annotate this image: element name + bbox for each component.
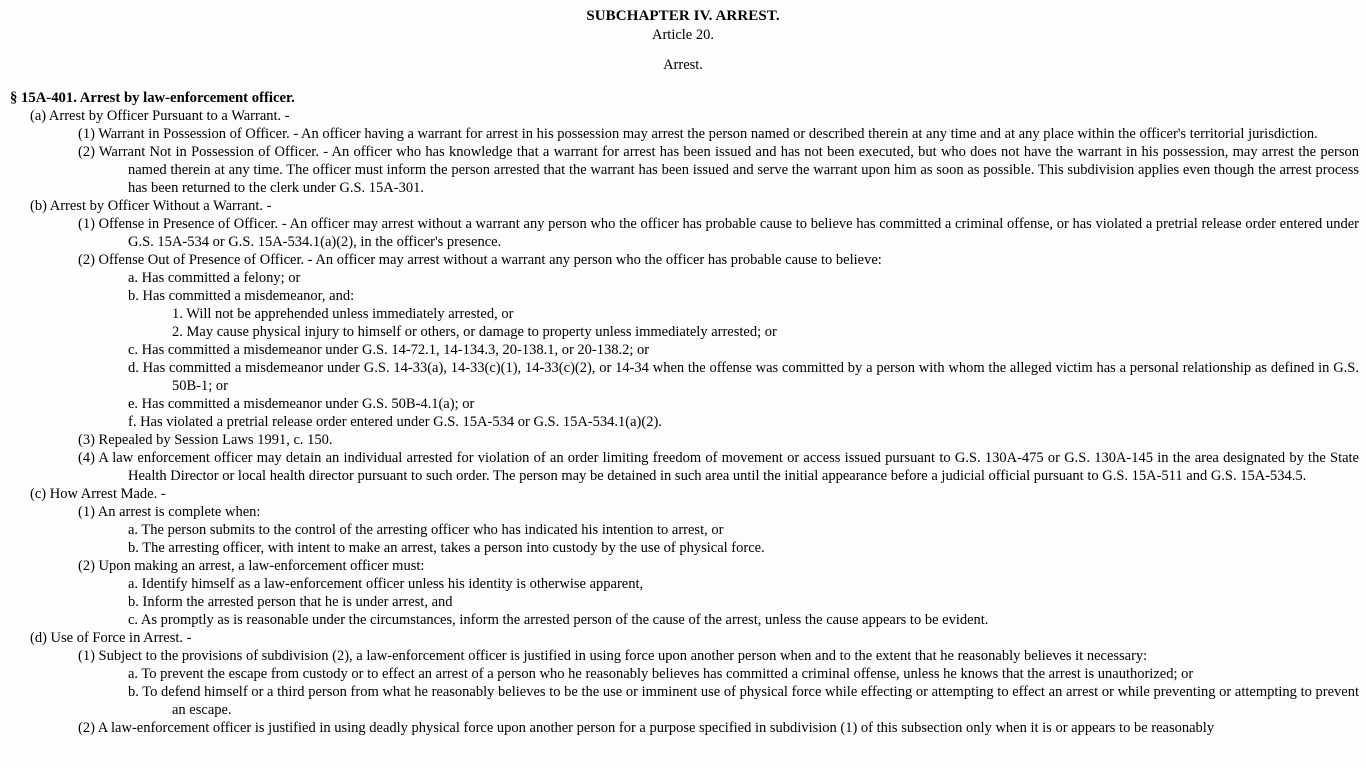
article-number-heading: Article 20. bbox=[651, 27, 714, 43]
statute-paragraph: c. Has committed a misdemeanor under G.S. 14-72.1, 14-134.3, 20-138.1, or 20-138.2; or bbox=[128, 342, 650, 358]
statute-paragraph: (a) Arrest by Officer Pursuant to a Warrant. - bbox=[30, 108, 290, 124]
statute-paragraph: a. Identify himself as a law-enforcement officer unless his identity is otherwise apparent, bbox=[128, 576, 644, 592]
statute-paragraph: 1. Will not be apprehended unless immediately arrested, or bbox=[172, 306, 514, 322]
statute-paragraph: (2) Offense Out of Presence of Officer. - An officer may arrest without a warrant any person who the officer has probable cause to believe: bbox=[78, 252, 882, 268]
statute-paragraph: b. Has committed a misdemeanor, and: bbox=[128, 288, 355, 304]
statute-paragraph: (3) Repealed by Session Laws 1991, c. 150. bbox=[78, 432, 333, 448]
statute-paragraph: (2) A law-enforcement officer is justified in using deadly physical force upon another person for a purpose specified in subdivision (1) of this subsection only when it is or appears to be reasonably bbox=[78, 720, 1215, 736]
statute-paragraph: (4) A law enforcement officer may detain an individual arrested for violation of an order limiting freedom of movement or access issued pursuant to G.S. 130A-475 or G.S. 130A-145 in the area designated by the State Health Director or local health director pursuant to such order. The person may be detained in such area until the initial appearance before a judicial official pursuant to G.S. 15A-511 and G.S. 15A-534.5. bbox=[78, 450, 1359, 484]
subchapter-heading: SUBCHAPTER IV. ARREST. bbox=[586, 8, 780, 24]
statute-paragraph: (c) How Arrest Made. - bbox=[30, 486, 166, 502]
statute-paragraph: b. To defend himself or a third person from what he reasonably believes to be the use or imminent use of physical force while effecting or attempting to effect an arrest or while preventing or attempting to prevent an escape. bbox=[128, 684, 1359, 718]
statute-paragraph: (1) An arrest is complete when: bbox=[78, 504, 261, 520]
statute-paragraph: (d) Use of Force in Arrest. - bbox=[30, 630, 192, 646]
statute-paragraph: (2) Upon making an arrest, a law-enforcement officer must: bbox=[78, 558, 425, 574]
statute-paragraph: a. Has committed a felony; or bbox=[128, 270, 301, 286]
article-name-heading: Arrest. bbox=[663, 57, 703, 73]
statute-paragraph: 2. May cause physical injury to himself or others, or damage to property unless immediately arrested; or bbox=[172, 324, 777, 340]
section-title: § 15A-401. Arrest by law-enforcement officer. bbox=[10, 90, 295, 106]
statute-paragraph: (1) Warrant in Possession of Officer. - An officer having a warrant for arrest in his possession may arrest the person named or described therein at any time and at any place within the officer's territorial jurisdiction. bbox=[78, 126, 1318, 142]
statute-body bbox=[0, 89, 1366, 737]
statute-paragraph: b. The arresting officer, with intent to make an arrest, takes a person into custody by the use of physical force. bbox=[128, 540, 765, 556]
statute-paragraph: (1) Offense in Presence of Officer. - An officer may arrest without a warrant any person who the officer has probable cause to believe has committed a criminal offense, or has violated a pretrial release order entered under G.S. 15A-534 or G.S. 15A-534.1(a)(2), in the officer's presence. bbox=[78, 216, 1359, 250]
statute-paragraph: b. Inform the arrested person that he is under arrest, and bbox=[128, 594, 453, 610]
statute-paragraph: e. Has committed a misdemeanor under G.S. 50B-4.1(a); or bbox=[128, 396, 475, 412]
statute-paragraph: f. Has violated a pretrial release order entered under G.S. 15A-534 or G.S. 15A-534.1(a)(2). bbox=[128, 414, 662, 430]
statute-paragraph: a. The person submits to the control of the arresting officer who has indicated his intention to arrest, or bbox=[128, 522, 724, 538]
statute-paragraph: d. Has committed a misdemeanor under G.S. 14-33(a), 14-33(c)(1), 14-33(c)(2), or 14-34 when the offense was committed by a person with whom the alleged victim has a personal relationship as defined in G.S. 50B-1; or bbox=[128, 360, 1359, 394]
document-header bbox=[0, 0, 1366, 75]
statute-paragraph: (b) Arrest by Officer Without a Warrant. - bbox=[30, 198, 272, 214]
statute-paragraph: c. As promptly as is reasonable under the circumstances, inform the arrested person of the cause of the arrest, unless the cause appears to be evident. bbox=[128, 612, 989, 628]
statute-paragraph: (2) Warrant Not in Possession of Officer. - An officer who has knowledge that a warrant for arrest has been issued and has not been executed, but who does not have the warrant in his possession, may arrest the person named therein at any time. The officer must inform the person arrested that the warrant has been issued and serve the warrant upon him as soon as possible. This subdivision applies even though the arrest process has been returned to the clerk under G.S. 15A-301. bbox=[78, 144, 1359, 196]
paragraph-list bbox=[0, 107, 1366, 737]
statute-paragraph: (1) Subject to the provisions of subdivision (2), a law-enforcement officer is justified in using force upon another person when and to the extent that he reasonably believes it necessary: bbox=[78, 648, 1148, 664]
statute-paragraph: a. To prevent the escape from custody or to effect an arrest of a person who he reasonably believes has committed a criminal offense, unless he knows that the arrest is unauthorized; or bbox=[128, 666, 1194, 682]
